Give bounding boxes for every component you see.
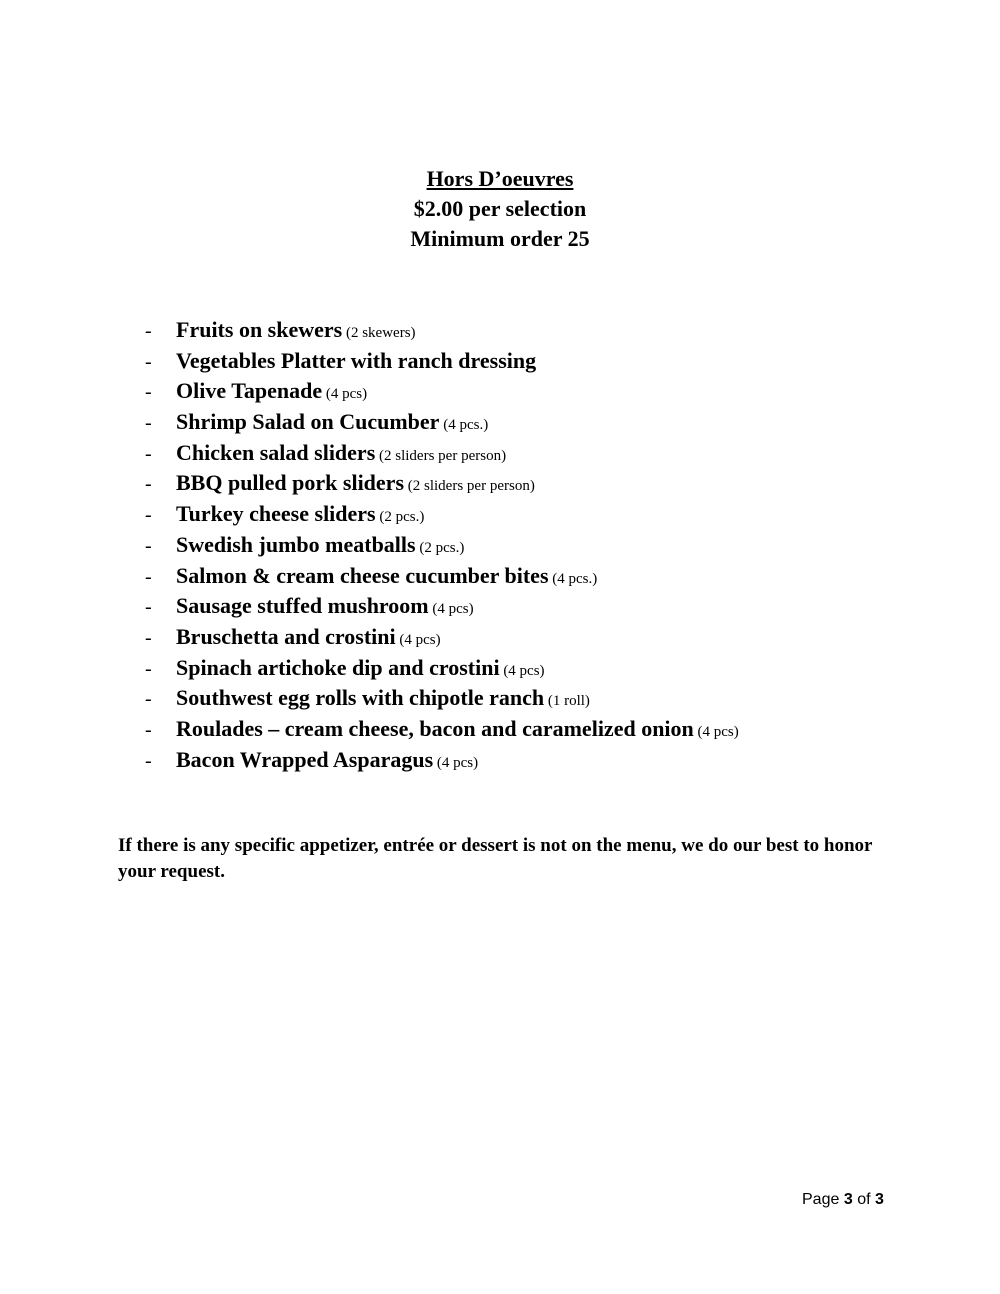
list-item (145, 315, 739, 346)
item-note: (2 pcs.) (375, 509, 425, 526)
item-name: Sausage stuffed mushroom (176, 593, 429, 619)
item-note: (2 pcs.) (415, 539, 465, 556)
bullet-dash: - (145, 504, 152, 527)
item-note: (4 pcs.) (548, 570, 598, 587)
bullet-dash: - (145, 657, 152, 680)
bullet-dash: - (145, 350, 152, 373)
list-item (145, 683, 739, 714)
item-note: (2 sliders per person) (375, 447, 507, 464)
menu-item-list (145, 315, 739, 775)
item-note: (2 sliders per person) (404, 478, 535, 495)
page-number (802, 1191, 884, 1209)
item-note: (4 pcs) (433, 754, 479, 771)
list-item (145, 591, 739, 622)
item-name: Shrimp Salad on Cucumber (176, 409, 440, 435)
list-item (145, 346, 739, 377)
item-note: (4 pcs) (322, 386, 368, 403)
list-item (145, 407, 739, 438)
list-item (145, 622, 739, 653)
item-name: Vegetables Platter with ranch dressing (176, 347, 537, 373)
item-name: Turkey cheese sliders (176, 501, 376, 527)
item-name: Bruschetta and crostini (176, 623, 396, 649)
item-name: Roulades – cream cheese, bacon and caramelized onion (176, 715, 694, 741)
bullet-dash: - (145, 534, 152, 557)
minimum-order-line: Minimum order 25 (410, 226, 590, 251)
item-note: (1 roll) (544, 693, 590, 710)
item-name: BBQ pulled pork sliders (176, 470, 405, 496)
item-name: Spinach artichoke dip and crostini (176, 654, 500, 680)
current-page: 3 (843, 1191, 853, 1208)
item-note: (4 pcs) (428, 601, 474, 618)
list-item (145, 745, 739, 776)
section-title: Hors D’oeuvres (426, 166, 574, 191)
item-name: Swedish jumbo meatballs (176, 531, 416, 557)
page-label: Page (802, 1191, 840, 1208)
item-name: Salmon & cream cheese cucumber bites (176, 562, 549, 588)
list-item (145, 376, 739, 407)
list-item (145, 653, 739, 684)
item-note: (4 pcs.) (439, 417, 489, 434)
bullet-dash: - (145, 596, 152, 619)
item-name: Bacon Wrapped Asparagus (176, 746, 434, 772)
item-name: Olive Tapenade (176, 378, 323, 404)
list-item (145, 468, 739, 499)
bullet-dash: - (145, 718, 152, 741)
menu-header (0, 164, 1000, 254)
list-item (145, 438, 739, 469)
list-item (145, 499, 739, 530)
bullet-dash: - (145, 749, 152, 772)
price-line: $2.00 per selection (413, 196, 587, 221)
item-note: (2 skewers) (342, 325, 416, 341)
list-item (145, 561, 739, 592)
bullet-dash: - (145, 381, 152, 404)
special-request-note: If there is any specific appetizer, entrée or dessert is not on the menu, we do our best to honor your request. (118, 835, 873, 882)
item-name: Fruits on skewers (176, 317, 343, 342)
list-item (145, 714, 739, 745)
bullet-dash: - (145, 565, 152, 588)
bullet-dash: - (145, 473, 152, 496)
bullet-dash: - (145, 412, 152, 435)
item-name: Chicken salad sliders (176, 439, 376, 465)
item-note: (4 pcs) (395, 631, 441, 648)
item-note: (4 pcs) (499, 662, 545, 679)
bullet-dash: - (145, 320, 152, 342)
total-pages: 3 (874, 1191, 884, 1208)
bullet-dash: - (145, 442, 152, 465)
item-note: (4 pcs) (693, 723, 739, 740)
bullet-dash: - (145, 626, 152, 649)
page-of-label: of (857, 1191, 871, 1208)
item-name: Southwest egg rolls with chipotle ranch (176, 685, 545, 711)
list-item (145, 530, 739, 561)
bullet-dash: - (145, 688, 152, 711)
